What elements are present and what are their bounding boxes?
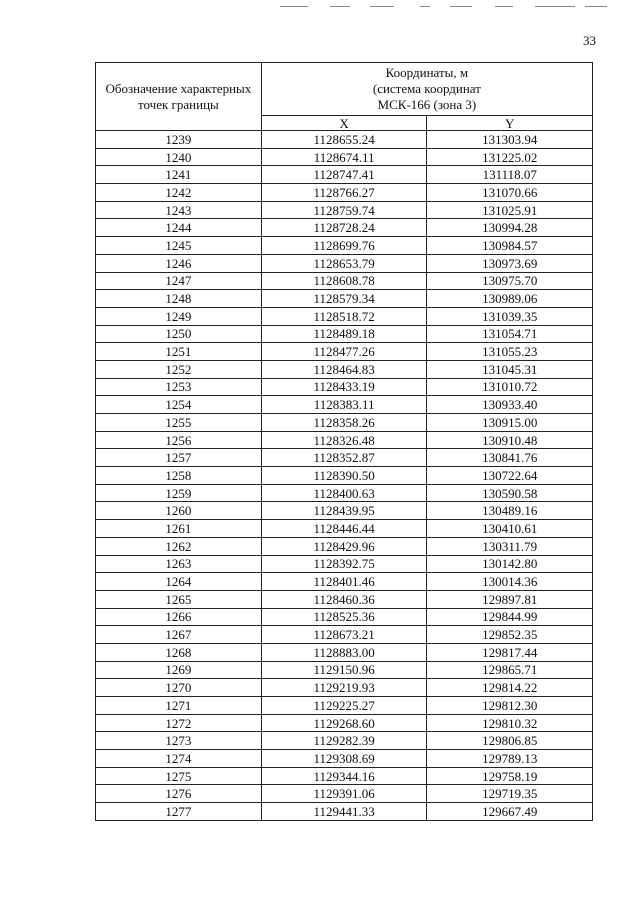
table-row: [96, 803, 593, 821]
cell-y: 129844.99: [427, 608, 593, 626]
cell-point: 1266: [96, 608, 262, 626]
table-row: [96, 131, 593, 149]
cell-x: 1129150.96: [261, 661, 427, 679]
scan-artifact-marks: [280, 4, 610, 10]
cell-point: 1270: [96, 679, 262, 697]
table-row: [96, 378, 593, 396]
cell-point: 1275: [96, 767, 262, 785]
cell-x: 1128400.63: [261, 484, 427, 502]
cell-x: 1128579.34: [261, 290, 427, 308]
cell-x: 1128477.26: [261, 343, 427, 361]
cell-point: 1268: [96, 643, 262, 661]
cell-y: 129789.13: [427, 750, 593, 768]
cell-point: 1264: [96, 573, 262, 591]
cell-y: 129852.35: [427, 626, 593, 644]
cell-point: 1269: [96, 661, 262, 679]
cell-x: 1129308.69: [261, 750, 427, 768]
table-row: [96, 484, 593, 502]
table-row: [96, 608, 593, 626]
cell-y: 129719.35: [427, 785, 593, 803]
table-row: [96, 343, 593, 361]
cell-y: 131070.66: [427, 184, 593, 202]
table-row: [96, 166, 593, 184]
table-row: [96, 396, 593, 414]
cell-y: 131118.07: [427, 166, 593, 184]
table-row: [96, 148, 593, 166]
cell-point: 1267: [96, 626, 262, 644]
cell-y: 129667.49: [427, 803, 593, 821]
cell-y: 130994.28: [427, 219, 593, 237]
cell-point: 1245: [96, 237, 262, 255]
cell-y: 131010.72: [427, 378, 593, 396]
cell-y: 131045.31: [427, 360, 593, 378]
table-row: [96, 520, 593, 538]
cell-y: 130722.64: [427, 467, 593, 485]
cell-x: 1128460.36: [261, 590, 427, 608]
table-row: [96, 679, 593, 697]
table-row: [96, 643, 593, 661]
cell-point: 1244: [96, 219, 262, 237]
cell-x: 1129225.27: [261, 697, 427, 715]
table-row: [96, 697, 593, 715]
cell-y: 131025.91: [427, 201, 593, 219]
table-row: [96, 272, 593, 290]
table-row: [96, 431, 593, 449]
cell-y: 129865.71: [427, 661, 593, 679]
cell-y: 129806.85: [427, 732, 593, 750]
cell-point: 1250: [96, 325, 262, 343]
cell-x: 1128401.46: [261, 573, 427, 591]
cell-y: 131039.35: [427, 307, 593, 325]
cell-point: 1251: [96, 343, 262, 361]
cell-y: 130841.76: [427, 449, 593, 467]
cell-x: 1128653.79: [261, 254, 427, 272]
cell-x: 1128759.74: [261, 201, 427, 219]
table-row: [96, 325, 593, 343]
table-row: [96, 184, 593, 202]
cell-y: 131225.02: [427, 148, 593, 166]
table-row: [96, 537, 593, 555]
cell-point: 1254: [96, 396, 262, 414]
cell-point: 1256: [96, 431, 262, 449]
cell-y: 129810.32: [427, 714, 593, 732]
cell-point: 1274: [96, 750, 262, 768]
cell-y: 130489.16: [427, 502, 593, 520]
cell-point: 1273: [96, 732, 262, 750]
cell-y: 130989.06: [427, 290, 593, 308]
cell-point: 1261: [96, 520, 262, 538]
header-coords-line1: Координаты, м: [385, 65, 469, 80]
cell-x: 1129391.06: [261, 785, 427, 803]
cell-x: 1128608.78: [261, 272, 427, 290]
cell-y: 130311.79: [427, 537, 593, 555]
cell-point: 1262: [96, 537, 262, 555]
cell-point: 1257: [96, 449, 262, 467]
cell-y: 130915.00: [427, 414, 593, 432]
coordinates-table: [95, 62, 593, 821]
cell-point: 1243: [96, 201, 262, 219]
table-row: [96, 449, 593, 467]
cell-point: 1260: [96, 502, 262, 520]
cell-x: 1129441.33: [261, 803, 427, 821]
header-y: Y: [427, 116, 593, 131]
table-row: [96, 661, 593, 679]
cell-y: 129817.44: [427, 643, 593, 661]
cell-x: 1128655.24: [261, 131, 427, 149]
cell-x: 1128518.72: [261, 307, 427, 325]
cell-point: 1239: [96, 131, 262, 149]
cell-y: 130933.40: [427, 396, 593, 414]
cell-x: 1128390.50: [261, 467, 427, 485]
cell-x: 1128383.11: [261, 396, 427, 414]
cell-point: 1246: [96, 254, 262, 272]
cell-x: 1128674.11: [261, 148, 427, 166]
header-point-designation: Обозначение характерных точек границы: [96, 63, 262, 131]
cell-point: 1263: [96, 555, 262, 573]
cell-y: 130910.48: [427, 431, 593, 449]
cell-y: 129812.30: [427, 697, 593, 715]
cell-x: 1128525.36: [261, 608, 427, 626]
cell-point: 1271: [96, 697, 262, 715]
table-row: [96, 414, 593, 432]
table-row: [96, 714, 593, 732]
cell-x: 1128673.21: [261, 626, 427, 644]
cell-x: 1128352.87: [261, 449, 427, 467]
cell-y: 129814.22: [427, 679, 593, 697]
cell-point: 1258: [96, 467, 262, 485]
cell-point: 1259: [96, 484, 262, 502]
table-row: [96, 219, 593, 237]
cell-y: 131303.94: [427, 131, 593, 149]
cell-point: 1265: [96, 590, 262, 608]
cell-y: 129897.81: [427, 590, 593, 608]
cell-x: 1128883.00: [261, 643, 427, 661]
cell-point: 1272: [96, 714, 262, 732]
cell-y: 131055.23: [427, 343, 593, 361]
cell-point: 1277: [96, 803, 262, 821]
page-number: 33: [583, 33, 596, 48]
cell-point: 1242: [96, 184, 262, 202]
cell-point: 1276: [96, 785, 262, 803]
cell-point: 1241: [96, 166, 262, 184]
cell-x: 1128446.44: [261, 520, 427, 538]
cell-y: 130975.70: [427, 272, 593, 290]
cell-point: 1253: [96, 378, 262, 396]
cell-x: 1128766.27: [261, 184, 427, 202]
cell-x: 1128464.83: [261, 360, 427, 378]
cell-x: 1129268.60: [261, 714, 427, 732]
cell-x: 1128358.26: [261, 414, 427, 432]
cell-x: 1128429.96: [261, 537, 427, 555]
cell-y: 130984.57: [427, 237, 593, 255]
cell-x: 1128747.41: [261, 166, 427, 184]
cell-x: 1128699.76: [261, 237, 427, 255]
cell-point: 1248: [96, 290, 262, 308]
table-row: [96, 626, 593, 644]
cell-x: 1129344.16: [261, 767, 427, 785]
header-coordinates: [261, 63, 592, 116]
table-row: [96, 290, 593, 308]
table-row: [96, 732, 593, 750]
table-row: [96, 573, 593, 591]
table-row: [96, 360, 593, 378]
cell-y: 131054.71: [427, 325, 593, 343]
cell-point: 1252: [96, 360, 262, 378]
table-row: [96, 785, 593, 803]
cell-y: 130410.61: [427, 520, 593, 538]
cell-x: 1128392.75: [261, 555, 427, 573]
table-row: [96, 467, 593, 485]
header-x: X: [261, 116, 427, 131]
cell-point: 1240: [96, 148, 262, 166]
table-row: [96, 502, 593, 520]
table-row: [96, 750, 593, 768]
cell-y: 130014.36: [427, 573, 593, 591]
header-coords-line2: (система координат: [372, 81, 481, 96]
table-row: [96, 254, 593, 272]
cell-x: 1128326.48: [261, 431, 427, 449]
cell-x: 1128728.24: [261, 219, 427, 237]
table-row: [96, 767, 593, 785]
cell-y: 129758.19: [427, 767, 593, 785]
cell-point: 1255: [96, 414, 262, 432]
cell-x: 1128489.18: [261, 325, 427, 343]
cell-x: 1128433.19: [261, 378, 427, 396]
cell-point: 1247: [96, 272, 262, 290]
table-row: [96, 590, 593, 608]
table-row: [96, 201, 593, 219]
table-row: [96, 555, 593, 573]
table-row: [96, 237, 593, 255]
cell-x: 1129282.39: [261, 732, 427, 750]
cell-x: 1128439.95: [261, 502, 427, 520]
cell-y: 130590.58: [427, 484, 593, 502]
cell-y: 130973.69: [427, 254, 593, 272]
cell-x: 1129219.93: [261, 679, 427, 697]
cell-point: 1249: [96, 307, 262, 325]
cell-y: 130142.80: [427, 555, 593, 573]
header-coords-line3: МСК-166 (зона 3): [377, 97, 477, 112]
table-row: [96, 307, 593, 325]
